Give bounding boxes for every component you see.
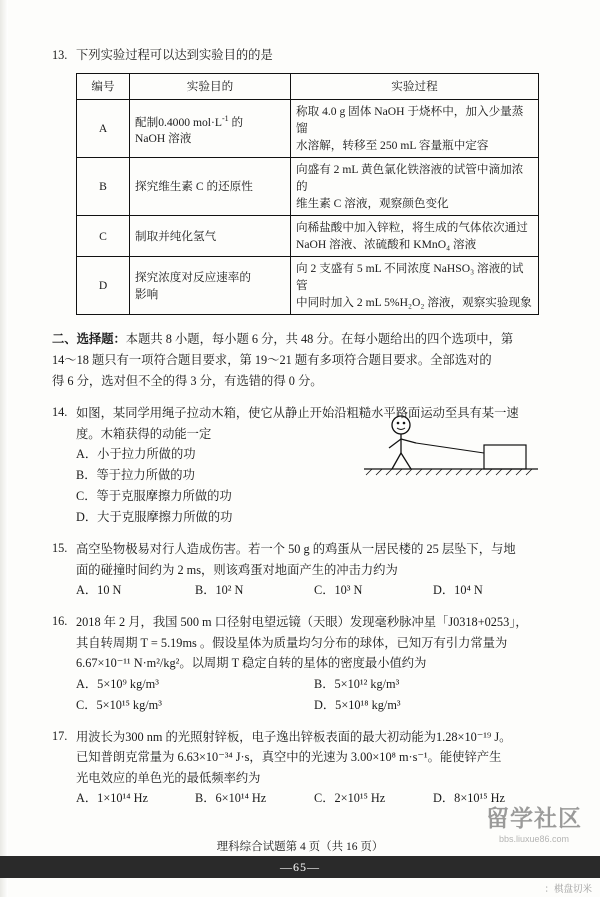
row-id: C — [77, 216, 130, 257]
option-d[interactable]: D．5×10¹⁸ kg/m³ — [314, 697, 401, 712]
figure-person-pulling-box — [356, 403, 546, 485]
table-header-row — [77, 74, 539, 100]
table-row — [77, 158, 539, 216]
row-purpose-line1: 探究浓度对反应速率的 — [135, 270, 251, 284]
row-purpose — [130, 257, 291, 315]
page-number-bar: —65— — [0, 856, 600, 878]
option-c[interactable]: C．5×10¹⁵ kg/m³ — [76, 697, 162, 712]
watermark-title: 留学社区 — [486, 805, 582, 831]
row-procedure-line2: NaOH 溶液、浓硫酸和 KMnO₄ 溶液 — [296, 238, 477, 251]
row-purpose: 制取并纯化氢气 — [130, 216, 291, 257]
page-footer: 理科综合试题第 4 页（共 16 页） — [216, 841, 384, 853]
row-purpose-line2: NaOH 溶液 — [135, 132, 192, 146]
question-17-line1: 用波长为300 nm 的光照射锌板，电子逸出锌板表面的最大初动能为1.28×10⁻¹⁹ J。 — [76, 729, 512, 744]
section-2-line2: 14～18 题只有一项符合题目要求，第 19～21 题有多项符合题目要求。全部选对的 — [52, 353, 492, 367]
question-13-number: 13. — [52, 48, 68, 62]
question-15-options — [76, 580, 552, 601]
question-14 — [52, 403, 552, 528]
row-purpose — [130, 100, 291, 158]
question-17 — [52, 727, 552, 810]
experiment-table — [76, 73, 539, 315]
question-16-line1: 2018 年 2 月，我国 500 m 口径射电望远镜（天眼）发现毫秒脉冲星「J0318+0253」， — [76, 615, 528, 629]
row-procedure — [291, 158, 539, 216]
question-16-options-row2 — [76, 695, 552, 716]
option-c[interactable]: C．10³ N — [314, 583, 363, 597]
row-procedure — [291, 100, 539, 158]
header-procedure: 实验过程 — [291, 74, 539, 100]
row-id: B — [77, 158, 130, 216]
row-procedure — [291, 257, 539, 315]
table-row — [77, 100, 539, 158]
option-b[interactable]: B．5×10¹² kg/m³ — [314, 676, 400, 691]
row-procedure-line1: 向盛有 2 mL 黄色氯化铁溶液的试管中滴加浓的 — [296, 163, 524, 193]
section-2-line3: 得 6 分，选对但不全的得 3 分，有选错的得 0 分。 — [52, 374, 323, 388]
row-procedure-line1: 向 2 支盛有 5 mL 不同浓度 NaHSO₃ 溶液的试管 — [296, 262, 524, 292]
row-procedure — [291, 216, 539, 257]
section-2-line1-rest: 本题共 8 小题，每小题 6 分，共 48 分。在每小题给出的四个选项中，第 — [125, 332, 514, 346]
question-15-number: 15. — [52, 541, 68, 555]
corner-note: ：棋盘切米 — [544, 885, 592, 895]
row-id: A — [77, 100, 130, 158]
row-id: D — [77, 257, 130, 315]
page-content — [52, 46, 552, 809]
option-c[interactable]: C．2×10¹⁵ Hz — [314, 791, 386, 805]
question-16-options-row1 — [76, 674, 552, 695]
option-d[interactable]: D．10⁴ N — [433, 583, 483, 597]
table-row — [77, 216, 539, 257]
option-b[interactable]: B．6×10¹⁴ Hz — [195, 791, 267, 805]
section-2-line1 — [52, 329, 552, 350]
option-b[interactable]: B．10² N — [195, 583, 244, 597]
option-b[interactable]: B．等于拉力所做的功 — [76, 468, 195, 482]
question-17-line3: 光电效应的单色光的最低频率约为 — [76, 770, 261, 785]
row-purpose-line1: 配制0.4000 mol·L — [135, 115, 222, 129]
question-15-line2: 面的碰撞时间约为 2 ms，则该鸡蛋对地面产生的冲击力约为 — [76, 562, 398, 577]
question-17-number: 17. — [52, 728, 68, 743]
row-procedure-line2: 维生素 C 溶液，观察颜色变化 — [296, 197, 449, 210]
option-a[interactable]: A．10 N — [76, 583, 122, 597]
question-15-line1: 高空坠物极易对行人造成伤害。若一个 50 g 的鸡蛋从一居民楼的 25 层坠下，与地 — [76, 542, 516, 556]
row-procedure-line1: 称取 4.0 g 固体 NaOH 于烧杯中，加入少量蒸馏 — [296, 105, 524, 135]
row-purpose-line1b: 的 — [228, 115, 244, 129]
question-13-stem: 下列实验过程可以达到实验目的的是 — [76, 48, 273, 62]
option-a[interactable]: A．小于拉力所做的功 — [76, 447, 196, 461]
option-a[interactable]: A．1×10¹⁴ Hz — [76, 791, 148, 805]
option-a[interactable]: A．5×10⁹ kg/m³ — [76, 676, 159, 691]
table-row — [77, 257, 539, 315]
row-purpose-line2: 影响 — [135, 287, 159, 301]
row-purpose-sup: -1 — [221, 113, 229, 123]
row-purpose: 探究维生素 C 的还原性 — [130, 158, 291, 216]
option-d[interactable]: D．大于克服摩擦力所做的功 — [76, 510, 233, 524]
row-procedure-line1: 向稀盐酸中加入锌粒，将生成的气体依次通过 — [296, 221, 528, 234]
page-edge-shadow — [0, 0, 8, 897]
header-purpose: 实验目的 — [130, 74, 291, 100]
row-procedure-line2: 中同时加入 2 mL 5%H₂O₂ 溶液，观察实验现象 — [296, 296, 532, 309]
question-16-line3: 6.67×10⁻¹¹ N·m²/kg²。以周期 T 稳定自转的星体的密度最小值约为 — [76, 656, 427, 670]
section-2-title: 二、选择题： — [52, 332, 126, 346]
watermark-url: bbs.liuxue86.com — [498, 834, 570, 844]
question-16-number: 16. — [52, 614, 68, 628]
option-c[interactable]: C．等于克服摩擦力所做的功 — [76, 489, 232, 503]
question-14-line1: 如图，某同学用绳子拉动木箱，使它从静止开始沿粗糙水平路面运动至具有某一速 — [76, 406, 519, 420]
question-15 — [52, 539, 552, 601]
header-id: 编号 — [77, 74, 130, 100]
question-14-line2: 度。木箱获得的动能一定 — [76, 426, 212, 441]
question-17-line2: 已知普朗克常量为 6.63×10⁻³⁴ J·s，真空中的光速为 3.00×10⁸ m·s⁻¹。能使锌产生 — [76, 750, 502, 764]
question-17-options — [76, 788, 552, 809]
row-procedure-line2: 水溶解，转移至 250 mL 容量瓶中定容 — [296, 139, 489, 152]
question-16-line2: 其自转周期 T = 5.19ms 。假设星体为质量均匀分布的球体，已知万有引力常量为 — [76, 635, 508, 650]
question-14-number: 14. — [52, 405, 68, 419]
question-13 — [52, 46, 552, 65]
question-16 — [52, 612, 552, 716]
section-2-instructions — [52, 329, 552, 392]
option-d[interactable]: D．8×10¹⁵ Hz — [433, 791, 505, 805]
